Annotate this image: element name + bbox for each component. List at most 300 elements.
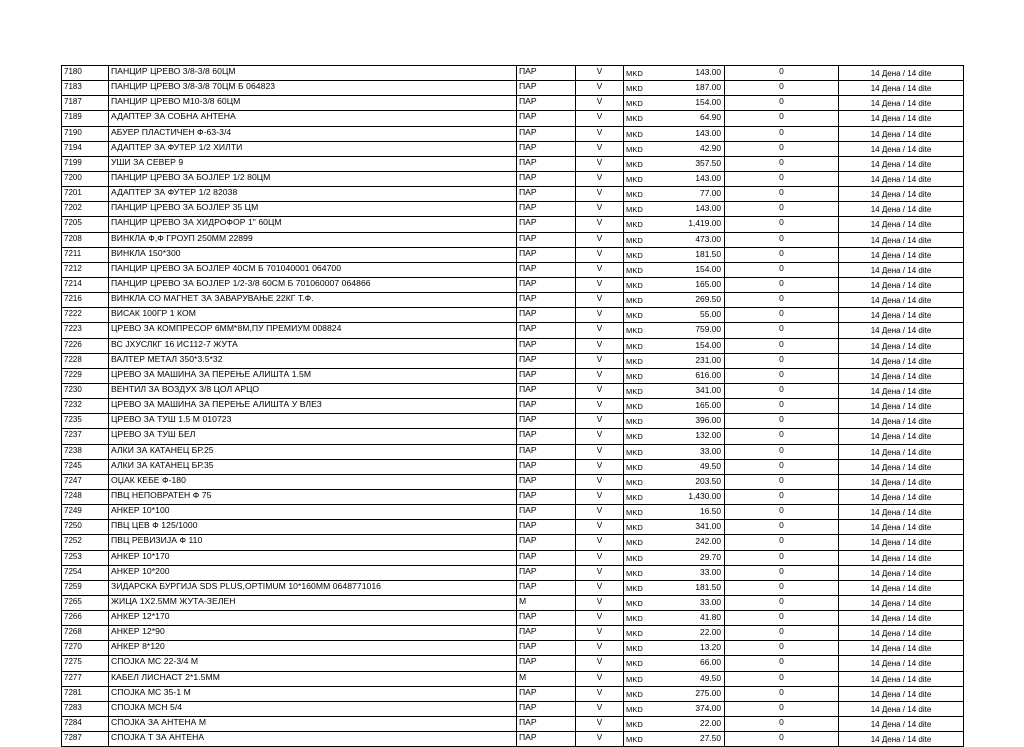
- item-currency: MKD: [624, 429, 658, 444]
- item-code: 7281: [62, 686, 109, 701]
- item-name: ПВЦ ЦЕВ Ф 125/1000: [109, 520, 517, 535]
- item-delivery-time: 14 Дена / 14 dite: [839, 595, 964, 610]
- item-vat-flag: V: [576, 671, 624, 686]
- item-currency: MKD: [624, 641, 658, 656]
- item-unit: ПАР: [517, 217, 576, 232]
- table-row: [62, 489, 964, 504]
- item-unit: ПАР: [517, 111, 576, 126]
- item-quantity: 0: [725, 323, 839, 338]
- item-currency: MKD: [624, 671, 658, 686]
- item-quantity: 0: [725, 489, 839, 504]
- item-code: 7229: [62, 368, 109, 383]
- item-vat-flag: V: [576, 81, 624, 96]
- item-quantity: 0: [725, 293, 839, 308]
- item-price: 181.50: [658, 580, 725, 595]
- table-row: [62, 383, 964, 398]
- item-delivery-time: 14 Дена / 14 dite: [839, 626, 964, 641]
- item-quantity: 0: [725, 520, 839, 535]
- item-delivery-time: 14 Дена / 14 dite: [839, 247, 964, 262]
- table-row: [62, 414, 964, 429]
- item-vat-flag: V: [576, 338, 624, 353]
- item-unit: ПАР: [517, 232, 576, 247]
- item-price: 616.00: [658, 368, 725, 383]
- item-name: ВС ЈХУСЛКГ 16 ИС112-7 ЖУТА: [109, 338, 517, 353]
- item-unit: ПАР: [517, 717, 576, 732]
- item-name: ЖИЦА 1Х2.5ММ ЖУТА-ЗЕЛЕН: [109, 595, 517, 610]
- item-vat-flag: V: [576, 732, 624, 747]
- item-price: 165.00: [658, 277, 725, 292]
- item-currency: MKD: [624, 187, 658, 202]
- item-code: 7199: [62, 156, 109, 171]
- item-delivery-time: 14 Дена / 14 dite: [839, 66, 964, 81]
- item-delivery-time: 14 Дена / 14 dite: [839, 141, 964, 156]
- item-code: 7226: [62, 338, 109, 353]
- table-row: [62, 126, 964, 141]
- item-currency: MKD: [624, 565, 658, 580]
- item-code: 7245: [62, 459, 109, 474]
- item-currency: MKD: [624, 171, 658, 186]
- table-row: [62, 611, 964, 626]
- item-delivery-time: 14 Дена / 14 dite: [839, 686, 964, 701]
- item-code: 7287: [62, 732, 109, 747]
- item-vat-flag: V: [576, 141, 624, 156]
- item-unit: ПАР: [517, 323, 576, 338]
- item-name: СПОЈКА МСН 5/4: [109, 701, 517, 716]
- item-price: 143.00: [658, 126, 725, 141]
- item-code: 7266: [62, 611, 109, 626]
- item-name: СПОЈКА МС 35-1 М: [109, 686, 517, 701]
- item-name: АДАПТЕР ЗА ФУТЕР 1/2 ХИЛТИ: [109, 141, 517, 156]
- item-delivery-time: 14 Дена / 14 dite: [839, 489, 964, 504]
- item-delivery-time: 14 Дена / 14 dite: [839, 126, 964, 141]
- item-code: 7223: [62, 323, 109, 338]
- table-row: [62, 353, 964, 368]
- item-vat-flag: V: [576, 187, 624, 202]
- item-code: 7250: [62, 520, 109, 535]
- item-unit: ПАР: [517, 141, 576, 156]
- item-currency: MKD: [624, 580, 658, 595]
- item-currency: MKD: [624, 550, 658, 565]
- item-vat-flag: V: [576, 641, 624, 656]
- item-unit: ПАР: [517, 641, 576, 656]
- item-unit: ПАР: [517, 96, 576, 111]
- item-quantity: 0: [725, 671, 839, 686]
- item-currency: MKD: [624, 81, 658, 96]
- item-delivery-time: 14 Дена / 14 dite: [839, 656, 964, 671]
- item-currency: MKD: [624, 611, 658, 626]
- item-vat-flag: V: [576, 368, 624, 383]
- table-row: [62, 323, 964, 338]
- item-unit: ПАР: [517, 686, 576, 701]
- item-code: 7190: [62, 126, 109, 141]
- item-quantity: 0: [725, 595, 839, 610]
- item-code: 7212: [62, 262, 109, 277]
- item-name: ОЏАК КЕБЕ Ф-180: [109, 474, 517, 489]
- item-delivery-time: 14 Дена / 14 dite: [839, 399, 964, 414]
- item-currency: MKD: [624, 111, 658, 126]
- table-row: [62, 217, 964, 232]
- item-delivery-time: 14 Дена / 14 dite: [839, 701, 964, 716]
- item-name: АНКЕР 12*170: [109, 611, 517, 626]
- item-code: 7202: [62, 202, 109, 217]
- item-unit: ПАР: [517, 247, 576, 262]
- table-row: [62, 293, 964, 308]
- item-unit: ПАР: [517, 429, 576, 444]
- item-quantity: 0: [725, 611, 839, 626]
- item-price: 66.00: [658, 656, 725, 671]
- table-row: [62, 686, 964, 701]
- item-name: ВАЛТЕР МЕТАЛ 350*3.5*32: [109, 353, 517, 368]
- item-currency: MKD: [624, 277, 658, 292]
- item-unit: ПАР: [517, 171, 576, 186]
- item-name: КАБЕЛ ЛИСНАСТ 2*1.5ММ: [109, 671, 517, 686]
- item-price: 759.00: [658, 323, 725, 338]
- item-delivery-time: 14 Дена / 14 dite: [839, 383, 964, 398]
- table-row: [62, 732, 964, 747]
- item-delivery-time: 14 Дена / 14 dite: [839, 96, 964, 111]
- table-row: [62, 66, 964, 81]
- item-delivery-time: 14 Дена / 14 dite: [839, 550, 964, 565]
- item-quantity: 0: [725, 368, 839, 383]
- item-code: 7268: [62, 626, 109, 641]
- item-quantity: 0: [725, 308, 839, 323]
- item-name: АНКЕР 12*90: [109, 626, 517, 641]
- item-vat-flag: V: [576, 323, 624, 338]
- table-row: [62, 338, 964, 353]
- item-delivery-time: 14 Дена / 14 dite: [839, 171, 964, 186]
- item-vat-flag: V: [576, 580, 624, 595]
- item-delivery-time: 14 Дена / 14 dite: [839, 217, 964, 232]
- item-code: 7208: [62, 232, 109, 247]
- item-vat-flag: V: [576, 414, 624, 429]
- item-unit: ПАР: [517, 565, 576, 580]
- item-currency: MKD: [624, 474, 658, 489]
- item-vat-flag: V: [576, 202, 624, 217]
- item-name: ПАНЦИР ЦРЕВО М10-3/8 60ЦМ: [109, 96, 517, 111]
- item-delivery-time: 14 Дена / 14 dite: [839, 308, 964, 323]
- item-delivery-time: 14 Дена / 14 dite: [839, 505, 964, 520]
- item-unit: ПАР: [517, 308, 576, 323]
- item-price: 22.00: [658, 717, 725, 732]
- table-row: [62, 595, 964, 610]
- item-vat-flag: V: [576, 96, 624, 111]
- price-list-table: [61, 65, 964, 747]
- item-code: 7194: [62, 141, 109, 156]
- item-currency: MKD: [624, 308, 658, 323]
- item-currency: MKD: [624, 489, 658, 504]
- item-delivery-time: 14 Дена / 14 dite: [839, 671, 964, 686]
- item-currency: MKD: [624, 141, 658, 156]
- item-name: ПАНЦИР ЦРЕВО ЗА БОЈЛЕР 1/2-3/8 60СМ Б 701060007 064866: [109, 277, 517, 292]
- table-row: [62, 671, 964, 686]
- item-name: АНКЕР 10*200: [109, 565, 517, 580]
- item-delivery-time: 14 Дена / 14 dite: [839, 520, 964, 535]
- item-name: ЦРЕВО ЗА ТУШ БЕЛ: [109, 429, 517, 444]
- item-quantity: 0: [725, 353, 839, 368]
- item-currency: MKD: [624, 66, 658, 81]
- item-currency: MKD: [624, 686, 658, 701]
- item-name: ЦРЕВО ЗА МАШИНА ЗА ПЕРЕЊЕ АЛИШТА У ВЛЕЗ: [109, 399, 517, 414]
- item-quantity: 0: [725, 187, 839, 202]
- item-currency: MKD: [624, 202, 658, 217]
- table-row: [62, 444, 964, 459]
- item-name: АДАПТЕР ЗА СОБНА АНТЕНА: [109, 111, 517, 126]
- item-delivery-time: 14 Дена / 14 dite: [839, 293, 964, 308]
- item-currency: MKD: [624, 368, 658, 383]
- item-price: 13.20: [658, 641, 725, 656]
- table-row: [62, 641, 964, 656]
- item-name: ЦРЕВО ЗА ТУШ 1.5 М 010723: [109, 414, 517, 429]
- item-unit: ПАР: [517, 444, 576, 459]
- item-unit: ПАР: [517, 81, 576, 96]
- item-currency: MKD: [624, 383, 658, 398]
- item-name: СПОЈКА Т ЗА АНТЕНА: [109, 732, 517, 747]
- item-code: 7270: [62, 641, 109, 656]
- item-price: 473.00: [658, 232, 725, 247]
- item-quantity: 0: [725, 626, 839, 641]
- item-price: 203.50: [658, 474, 725, 489]
- item-currency: MKD: [624, 353, 658, 368]
- item-code: 7283: [62, 701, 109, 716]
- item-delivery-time: 14 Дена / 14 dite: [839, 580, 964, 595]
- item-vat-flag: V: [576, 656, 624, 671]
- item-currency: MKD: [624, 656, 658, 671]
- item-currency: MKD: [624, 520, 658, 535]
- item-price: 143.00: [658, 171, 725, 186]
- item-name: АЛКИ ЗА КАТАНЕЦ БР.25: [109, 444, 517, 459]
- item-vat-flag: V: [576, 717, 624, 732]
- item-delivery-time: 14 Дена / 14 dite: [839, 111, 964, 126]
- item-quantity: 0: [725, 474, 839, 489]
- item-name: ВИНКЛА Ф,Ф ГРОУП 250ММ 22899: [109, 232, 517, 247]
- item-code: 7277: [62, 671, 109, 686]
- item-vat-flag: V: [576, 277, 624, 292]
- item-delivery-time: 14 Дена / 14 dite: [839, 535, 964, 550]
- item-quantity: 0: [725, 126, 839, 141]
- item-unit: ПАР: [517, 353, 576, 368]
- item-code: 7228: [62, 353, 109, 368]
- item-name: ПАНЦИР ЦРЕВО ЗА ХИДРОФОР 1" 60ЦМ: [109, 217, 517, 232]
- item-unit: ПАР: [517, 626, 576, 641]
- item-unit: ПАР: [517, 414, 576, 429]
- item-currency: MKD: [624, 232, 658, 247]
- item-unit: ПАР: [517, 535, 576, 550]
- item-currency: MKD: [624, 595, 658, 610]
- item-vat-flag: V: [576, 262, 624, 277]
- table-row: [62, 156, 964, 171]
- item-delivery-time: 14 Дена / 14 dite: [839, 368, 964, 383]
- item-price: 154.00: [658, 262, 725, 277]
- table-row: [62, 580, 964, 595]
- item-delivery-time: 14 Дена / 14 dite: [839, 232, 964, 247]
- item-code: 7230: [62, 383, 109, 398]
- item-delivery-time: 14 Дена / 14 dite: [839, 414, 964, 429]
- table-row: [62, 202, 964, 217]
- item-currency: MKD: [624, 247, 658, 262]
- item-vat-flag: V: [576, 459, 624, 474]
- item-code: 7205: [62, 217, 109, 232]
- item-price: 42.90: [658, 141, 725, 156]
- item-unit: ПАР: [517, 156, 576, 171]
- item-quantity: 0: [725, 580, 839, 595]
- item-unit: ПАР: [517, 580, 576, 595]
- item-price: 1,430.00: [658, 489, 725, 504]
- item-vat-flag: V: [576, 595, 624, 610]
- item-quantity: 0: [725, 505, 839, 520]
- table-row: [62, 565, 964, 580]
- item-name: ПВЦ РЕВИЗИЈА Ф 110: [109, 535, 517, 550]
- table-row: [62, 701, 964, 716]
- item-currency: MKD: [624, 323, 658, 338]
- item-vat-flag: V: [576, 353, 624, 368]
- item-code: 7265: [62, 595, 109, 610]
- item-currency: MKD: [624, 156, 658, 171]
- item-unit: М: [517, 595, 576, 610]
- table-row: [62, 111, 964, 126]
- item-delivery-time: 14 Дена / 14 dite: [839, 277, 964, 292]
- item-quantity: 0: [725, 247, 839, 262]
- item-price: 64.90: [658, 111, 725, 126]
- item-currency: MKD: [624, 535, 658, 550]
- item-currency: MKD: [624, 217, 658, 232]
- item-price: 33.00: [658, 565, 725, 580]
- item-quantity: 0: [725, 414, 839, 429]
- item-currency: MKD: [624, 732, 658, 747]
- item-currency: MKD: [624, 444, 658, 459]
- item-quantity: 0: [725, 66, 839, 81]
- item-quantity: 0: [725, 701, 839, 716]
- item-code: 7235: [62, 414, 109, 429]
- item-unit: ПАР: [517, 459, 576, 474]
- item-unit: ПАР: [517, 338, 576, 353]
- item-code: 7247: [62, 474, 109, 489]
- item-vat-flag: V: [576, 701, 624, 716]
- item-delivery-time: 14 Дена / 14 dite: [839, 338, 964, 353]
- item-code: 7253: [62, 550, 109, 565]
- item-vat-flag: V: [576, 489, 624, 504]
- item-code: 7189: [62, 111, 109, 126]
- item-name: ПАНЦИР ЦРЕВО ЗА БОЈЛЕР 35 ЦМ: [109, 202, 517, 217]
- item-name: ПАНЦИР ЦРЕВО ЗА БОЈЛЕР 1/2 80ЦМ: [109, 171, 517, 186]
- item-currency: MKD: [624, 126, 658, 141]
- item-price: 231.00: [658, 353, 725, 368]
- item-name: АБУЕР ПЛАСТИЧЕН Ф-63-3/4: [109, 126, 517, 141]
- table-row: [62, 81, 964, 96]
- item-quantity: 0: [725, 141, 839, 156]
- item-price: 29.70: [658, 550, 725, 565]
- item-currency: MKD: [624, 338, 658, 353]
- item-unit: ПАР: [517, 732, 576, 747]
- item-price: 55.00: [658, 308, 725, 323]
- item-code: 7183: [62, 81, 109, 96]
- item-unit: ПАР: [517, 611, 576, 626]
- item-delivery-time: 14 Дена / 14 dite: [839, 323, 964, 338]
- item-quantity: 0: [725, 383, 839, 398]
- table-row: [62, 96, 964, 111]
- table-row: [62, 505, 964, 520]
- item-vat-flag: V: [576, 232, 624, 247]
- item-code: 7214: [62, 277, 109, 292]
- table-row: [62, 247, 964, 262]
- item-delivery-time: 14 Дена / 14 dite: [839, 262, 964, 277]
- item-name: АНКЕР 10*100: [109, 505, 517, 520]
- item-delivery-time: 14 Дена / 14 dite: [839, 353, 964, 368]
- item-vat-flag: V: [576, 308, 624, 323]
- item-vat-flag: V: [576, 474, 624, 489]
- item-price: 357.50: [658, 156, 725, 171]
- item-code: 7284: [62, 717, 109, 732]
- item-quantity: 0: [725, 399, 839, 414]
- item-name: АДАПТЕР ЗА ФУТЕР 1/2 82038: [109, 187, 517, 202]
- item-unit: ПАР: [517, 66, 576, 81]
- item-price: 154.00: [658, 338, 725, 353]
- item-code: 7254: [62, 565, 109, 580]
- item-currency: MKD: [624, 505, 658, 520]
- item-quantity: 0: [725, 262, 839, 277]
- item-quantity: 0: [725, 217, 839, 232]
- table-row: [62, 141, 964, 156]
- item-delivery-time: 14 Дена / 14 dite: [839, 611, 964, 626]
- item-delivery-time: 14 Дена / 14 dite: [839, 565, 964, 580]
- item-quantity: 0: [725, 459, 839, 474]
- table-row: [62, 308, 964, 323]
- item-price: 242.00: [658, 535, 725, 550]
- item-quantity: 0: [725, 81, 839, 96]
- item-unit: ПАР: [517, 520, 576, 535]
- item-quantity: 0: [725, 171, 839, 186]
- item-code: 7211: [62, 247, 109, 262]
- item-vat-flag: V: [576, 156, 624, 171]
- item-name: УШИ ЗА СЕВЕР 9: [109, 156, 517, 171]
- table-row: [62, 171, 964, 186]
- item-unit: М: [517, 671, 576, 686]
- price-list-body: [62, 66, 964, 747]
- item-quantity: 0: [725, 111, 839, 126]
- item-quantity: 0: [725, 338, 839, 353]
- item-name: ВИСАК 100ГР 1 КОМ: [109, 308, 517, 323]
- item-delivery-time: 14 Дена / 14 dite: [839, 474, 964, 489]
- table-row: [62, 550, 964, 565]
- item-code: 7201: [62, 187, 109, 202]
- item-quantity: 0: [725, 429, 839, 444]
- item-name: СПОЈКА ЗА АНТЕНА М: [109, 717, 517, 732]
- item-unit: ПАР: [517, 277, 576, 292]
- item-unit: ПАР: [517, 656, 576, 671]
- item-quantity: 0: [725, 550, 839, 565]
- item-vat-flag: V: [576, 429, 624, 444]
- item-delivery-time: 14 Дена / 14 dite: [839, 187, 964, 202]
- item-code: 7252: [62, 535, 109, 550]
- item-unit: ПАР: [517, 489, 576, 504]
- table-row: [62, 520, 964, 535]
- item-price: 49.50: [658, 671, 725, 686]
- table-row: [62, 277, 964, 292]
- item-vat-flag: V: [576, 686, 624, 701]
- item-delivery-time: 14 Дена / 14 dite: [839, 429, 964, 444]
- item-price: 41.80: [658, 611, 725, 626]
- item-price: 187.00: [658, 81, 725, 96]
- item-unit: ПАР: [517, 126, 576, 141]
- item-unit: ПАР: [517, 262, 576, 277]
- item-vat-flag: V: [576, 611, 624, 626]
- item-currency: MKD: [624, 399, 658, 414]
- item-price: 154.00: [658, 96, 725, 111]
- item-price: 275.00: [658, 686, 725, 701]
- item-unit: ПАР: [517, 187, 576, 202]
- item-price: 269.50: [658, 293, 725, 308]
- item-delivery-time: 14 Дена / 14 dite: [839, 444, 964, 459]
- item-price: 341.00: [658, 520, 725, 535]
